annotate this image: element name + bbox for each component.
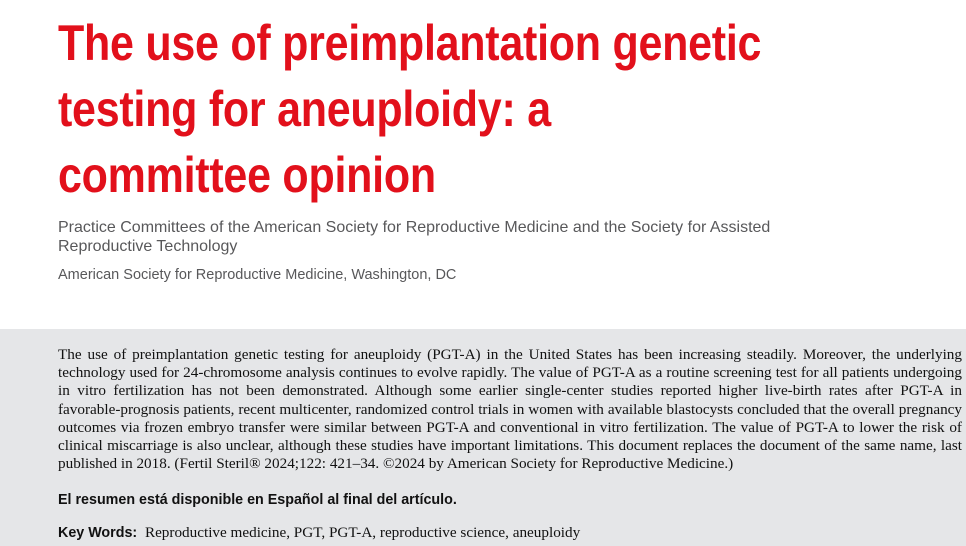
article-title-line-1: The use of preimplantation genetic [58,15,762,71]
author-affiliation: American Society for Reproductive Medicine, Washington, DC [58,267,457,283]
article-title-line-3: committee opinion [58,147,436,203]
article-title [58,10,832,208]
keywords-list: Reproductive medicine, PGT, PGT-A, reproductive science, aneuploidy [144,524,581,541]
abstract-text: The use of preimplantation genetic testing for aneuploidy (PGT-A) in the United States has been increasing steadily. Moreover, the underlying technology used for 24-chromosome analysis continues to evolve rapidly. The value of PGT-A as a routine screening test for all patients undergoing in vitro fertilization has not been demonstrated. Although some earlier single-center studies reported higher live-birth rates after PGT-A in favorable-prognosis patients, recent multicenter, randomized control trials in women with available blastocysts concluded that the overall pregnancy outcomes via frozen embryo transfer were similar between PGT-A and conventional in vitro fertilization. The value of PGT-A to lower the risk of clinical miscarriage is also unclear, although these studies have important limitations. This document replaces the document of the same name, last published in 2018. (Fertil Steril® 2024;122: 421–34. ©2024 by American Society for Reproductive Medicine.) [58,346,962,473]
spanish-summary-note: El resumen está disponible en Español al final del artículo. [58,492,457,508]
article-title-line-2: testing for aneuploidy: a [58,81,551,137]
keywords-label: Key Words: [58,525,138,541]
author-byline: Practice Committees of the American Society for Reproductive Medicine and the Society for Assisted Reproductive Technology [58,219,771,255]
keywords-line [58,523,580,543]
